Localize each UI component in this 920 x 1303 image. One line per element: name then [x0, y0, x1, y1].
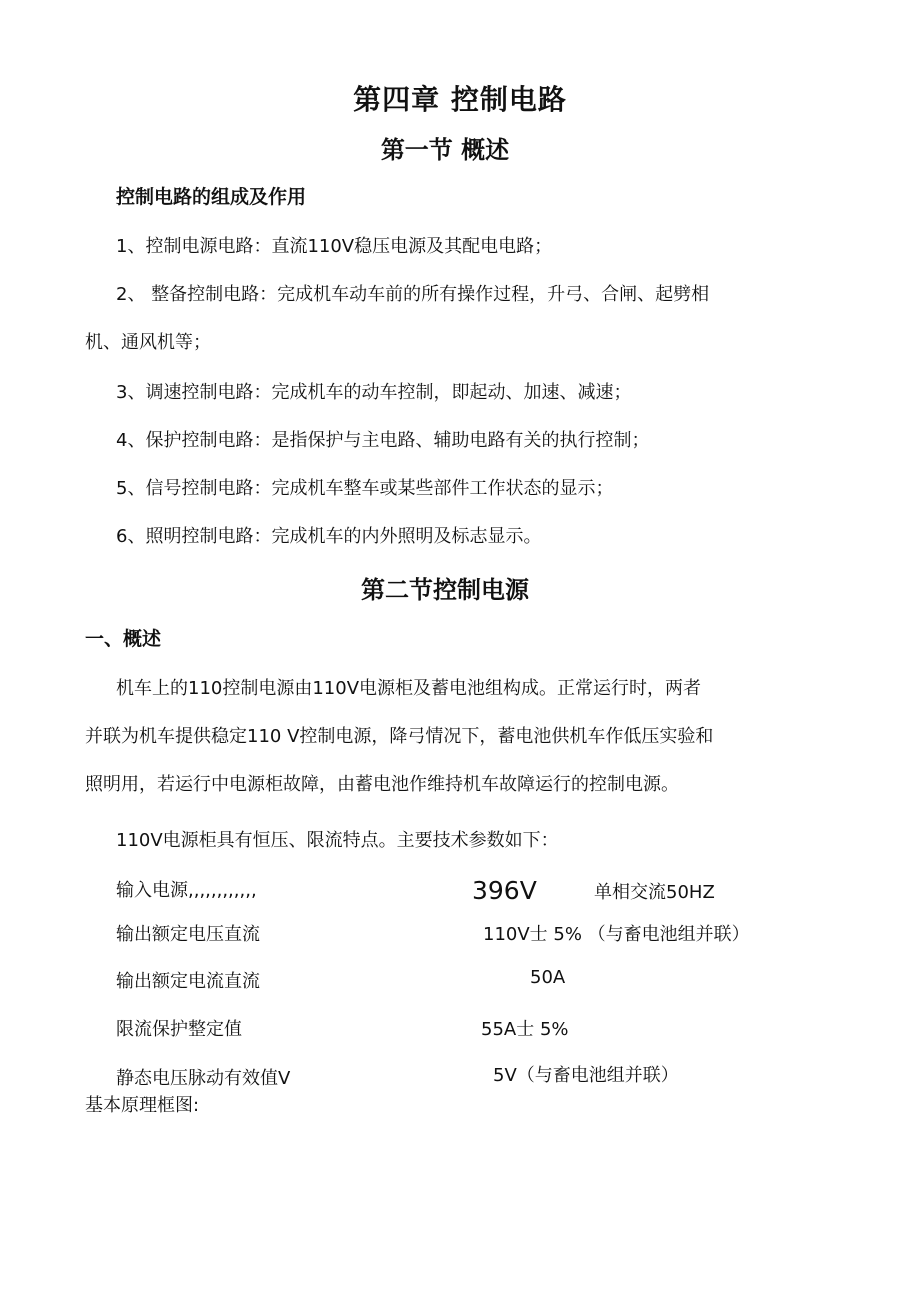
- param-label-current: 输出额定电流直流: [116, 971, 260, 992]
- list-item: 2、 整备控制电路：完成机车动车前的所有操作过程，升弓、合闸、起劈相: [116, 284, 710, 305]
- list-item: 4、保护控制电路：是指保护与主电路、辅助电路有关的执行控制；: [116, 430, 650, 451]
- param-label-input: 输入电源,,,,,,,,,,,,: [116, 880, 257, 901]
- paragraph-line: 照明用，若运行中电源柜故障，由蓄电池作维持机车故障运行的控制电源。: [85, 774, 679, 795]
- param-value-ripple: 5V（与畜电池组并联）: [493, 1065, 679, 1086]
- paragraph-line: 机车上的110控制电源由110V电源柜及蓄电池组构成。正常运行时，两者: [116, 678, 702, 699]
- list-item: 3、调速控制电路：完成机车的动车控制，即起动、加速、减速；: [116, 382, 632, 403]
- diagram-caption: 基本原理框图:: [85, 1095, 200, 1116]
- param-value-limit: 55A士 5%: [481, 1019, 569, 1040]
- section2-subheading: 一、概述: [85, 628, 162, 650]
- param-value-voltage: 110V士 5% （与畜电池组并联）: [483, 924, 750, 945]
- param-value-current: 50A: [530, 967, 566, 988]
- section2-title: 第二节控制电源: [361, 576, 529, 604]
- paragraph-line: 并联为机车提供稳定110 V控制电源，降弓情况下，蓄电池供机车作低压实验和: [85, 726, 714, 747]
- param-note-input: 单相交流50HZ: [594, 882, 715, 903]
- param-label-voltage: 输出额定电压直流: [116, 924, 260, 945]
- list-item: 5、信号控制电路：完成机车整车或某些部件工作状态的显示；: [116, 478, 614, 499]
- chapter-title: 第四章 控制电路: [353, 83, 567, 116]
- section1-subtitle: 控制电路的组成及作用: [116, 186, 307, 208]
- param-label-limit: 限流保护整定值: [116, 1019, 242, 1040]
- params-intro: 110V电源柜具有恒压、限流特点。主要技术参数如下：: [116, 830, 559, 851]
- list-item-continuation: 机、通风机等；: [85, 332, 211, 353]
- section1-title: 第一节 概述: [380, 136, 510, 164]
- param-label-ripple: 静态电压脉动有效值V: [116, 1068, 291, 1089]
- list-item: 1、控制电源电路：直流110V稳压电源及其配电电路；: [116, 236, 553, 257]
- list-item: 6、照明控制电路：完成机车的内外照明及标志显示。: [116, 526, 542, 547]
- param-value-input: 396V: [472, 876, 537, 905]
